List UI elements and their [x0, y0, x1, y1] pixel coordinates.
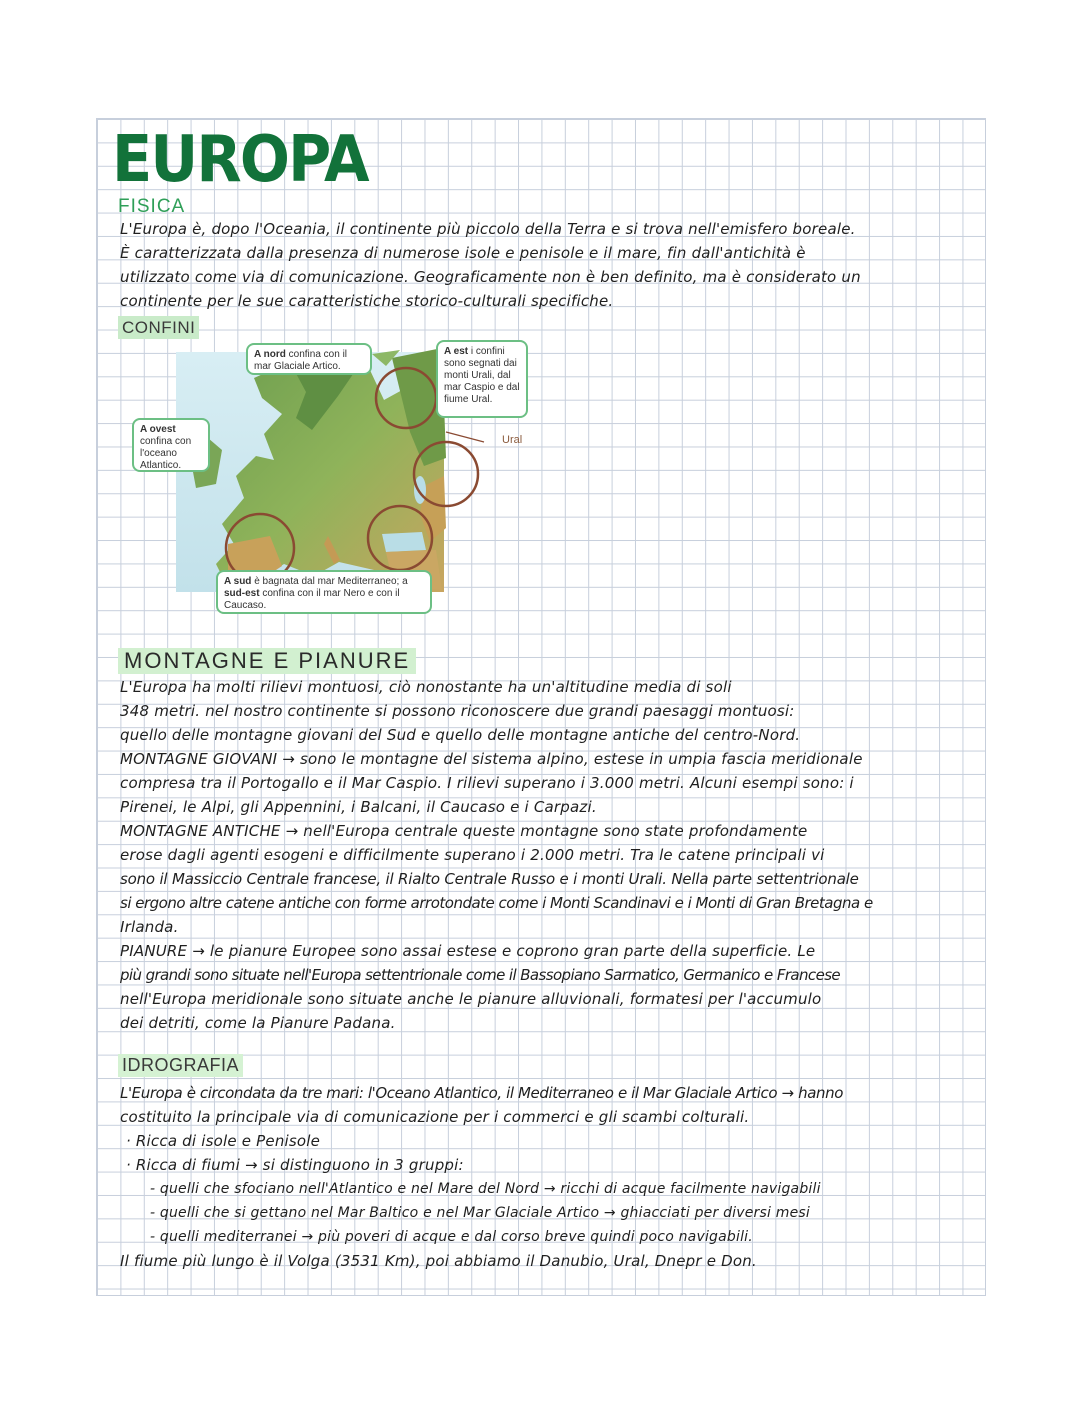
page-title: EUROPA	[112, 123, 368, 197]
montagne-line: dei detriti, come la Pianure Padana.	[120, 1014, 396, 1032]
montagne-line: si ergono altre catene antiche con forme arrotondate come i Monti Scandinavi e i Monti di Gran Bretagna e	[120, 894, 873, 912]
montagne-line: MONTAGNE ANTICHE → nell'Europa centrale queste montagne sono state profondamente	[120, 822, 808, 840]
idrografia-line: costituito la principale via di comunicazione per i commerci e gli scambi colturali.	[120, 1108, 750, 1126]
idrografia-subbullet: - quelli mediterranei → più poveri di acque e dal corso breve quindi poco navigabili.	[150, 1229, 753, 1245]
callout-west-text: confina con l'oceano Atlantico.	[140, 436, 192, 471]
section-heading-idrografia: IDROGRAFIA	[118, 1054, 243, 1077]
idrografia-bullet: · Ricca di isole e Penisole	[126, 1132, 321, 1150]
section-subtitle-fisica: FISICA	[118, 196, 186, 217]
callout-south-east-bold: sud-est	[224, 588, 260, 599]
idrografia-subbullet: - quelli che sfociano nell'Atlantico e nel Mare del Nord → ricchi di acque facilmente navigabili	[150, 1181, 821, 1197]
montagne-line: erose dagli agenti esogeni e difficilmente superano i 2.000 metri. Tra le catene principali vi	[120, 846, 825, 864]
section-heading-confini: CONFINI	[118, 316, 199, 339]
idrografia-line: L'Europa è circondata da tre mari: l'Oceano Atlantico, il Mediterraneo e il Mar Glaciale Artico → hanno	[120, 1084, 843, 1102]
callout-north-bold: A nord	[254, 349, 286, 360]
idrografia-closing: Il fiume più lungo è il Volga (3531 Km), poi abbiamo il Danubio, Ural, Dnepr e Don.	[120, 1252, 757, 1270]
black-sea	[382, 532, 426, 552]
callout-south-bold: A sud	[224, 576, 252, 587]
callout-east-text: i confini sono segnati dai monti Urali, dal mar Caspio e dal fiume Ural.	[444, 346, 520, 405]
montagne-line: L'Europa ha molti rilievi montuosi, ciò nonostante ha un'altitudine media di soli	[120, 678, 732, 696]
ural-pointer	[446, 432, 484, 442]
montagne-line: MONTAGNE GIOVANI → sono le montagne del sistema alpino, estese in umpia fascia meridionale	[120, 750, 863, 768]
intro-line: L'Europa è, dopo l'Oceania, il continente più piccolo della Terra e si trova nell'emisfero boreale.	[120, 220, 856, 238]
callout-south-text: è bagnata dal mar Mediterraneo; a	[251, 576, 408, 587]
callout-east	[436, 340, 528, 418]
intro-line: utilizzato come via di comunicazione. Geograficamente non è ben definito, ma è considerato un	[120, 268, 861, 286]
montagne-line: quello delle montagne giovani del Sud e quello delle montagne antiche del centro-Nord.	[120, 726, 801, 744]
montagne-line: più grandi sono situate nell'Europa settentrionale come il Bassopiano Sarmatico, Germanico e Francese	[120, 966, 841, 984]
intro-line: È caratterizzata dalla presenza di numerose isole e penisole e il mare, fin dall'antichità è	[120, 244, 806, 262]
callout-west-bold: A ovest	[140, 424, 176, 435]
montagne-line: nell'Europa meridionale sono situate anche le pianure alluvionali, formatesi per l'accumulo	[120, 990, 822, 1008]
ural-label: Ural	[502, 434, 523, 446]
montagne-line: compresa tra il Portogallo e il Mar Caspio. I rilievi superano i 3.000 metri. Alcuni esempi sono: i	[120, 774, 854, 792]
montagne-line: sono il Massiccio Centrale francese, il Rialto Centrale Russo e i monti Urali. Nella parte settentrionale	[120, 870, 859, 888]
montagne-line: Irlanda.	[120, 918, 179, 936]
callout-east-bold: A est	[444, 346, 469, 357]
callout-south-east-text: confina con il mar Nero e con il Caucaso.	[224, 588, 400, 611]
europe-map-figure	[124, 338, 544, 620]
idrografia-bullet: · Ricca di fiumi → si distinguono in 3 gruppi:	[126, 1156, 464, 1174]
callout-north-text: confina con il mar Glaciale Artico.	[254, 349, 348, 372]
intro-line: continente per le sue caratteristiche storico-culturali specifiche.	[120, 292, 614, 310]
callout-west	[132, 418, 210, 472]
callout-south	[216, 570, 432, 614]
callout-north	[246, 343, 372, 375]
section-heading-montagne: MONTAGNE E PIANURE	[118, 648, 416, 674]
montagne-line: PIANURE → le pianure Europee sono assai estese e coprono gran parte della superficie. Le	[120, 942, 816, 960]
idrografia-subbullet: - quelli che si gettano nel Mar Baltico e nel Mar Glaciale Artico → ghiacciati per diversi mesi	[150, 1205, 810, 1221]
montagne-line: Pirenei, le Alpi, gli Appennini, i Balcani, il Caucaso e i Carpazi.	[120, 798, 597, 816]
montagne-line: 348 metri. nel nostro continente si possono riconoscere due grandi paesaggi montuosi:	[120, 702, 795, 720]
